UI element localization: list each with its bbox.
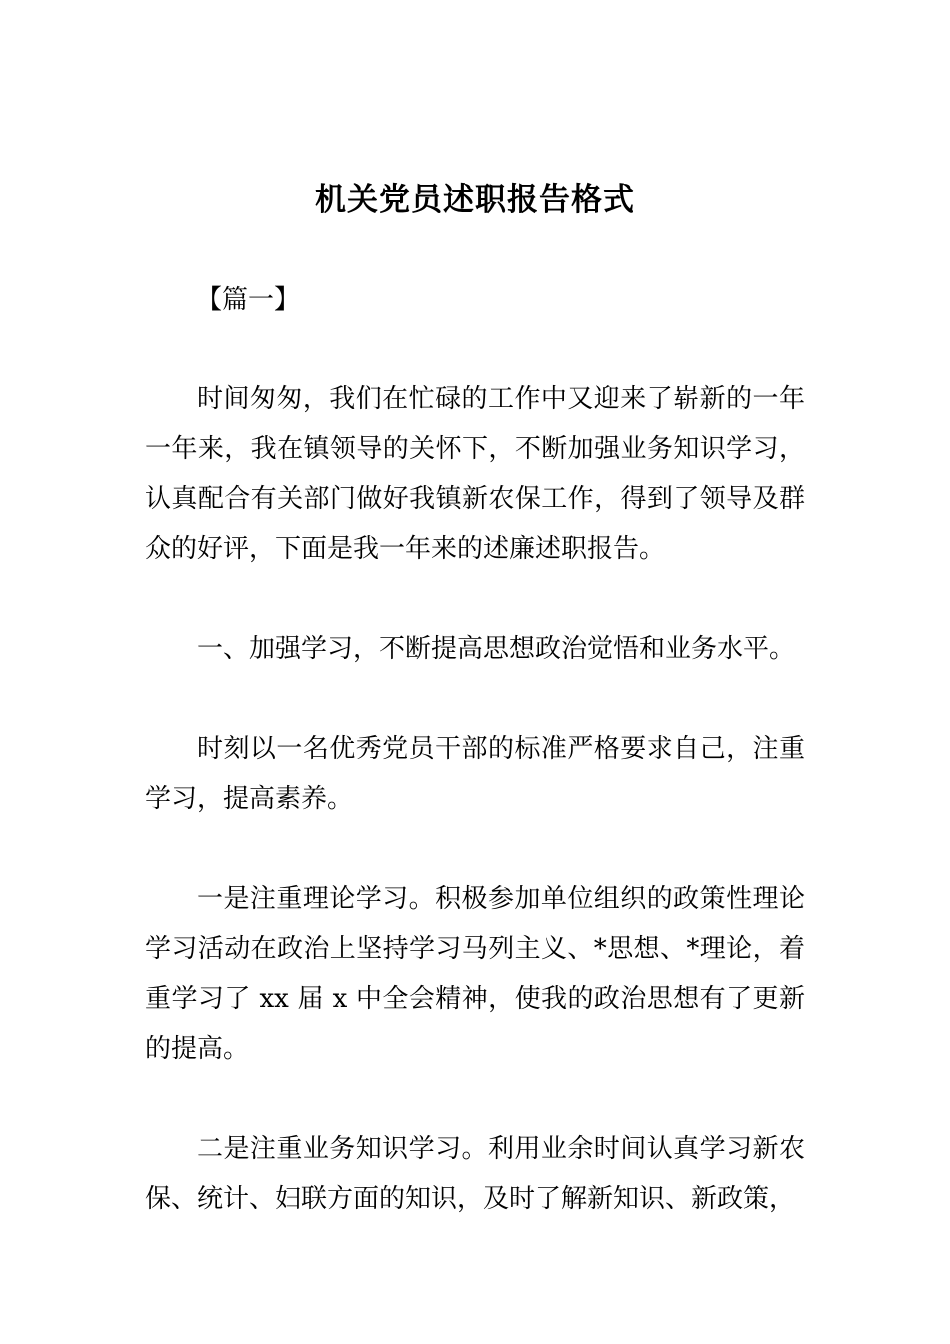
paragraph-heading-one: 一、加强学习，不断提高思想政治觉悟和业务水平。 xyxy=(197,634,796,664)
paragraph-theory-study: 一是注重理论学习。积极参加单位组织的政策性理论学习活动在政治上坚持学习马列主义、*思想、*理论，着重学习了 xx 届 x 中全会精神，使我的政治思想有了更新的提高。 xyxy=(145,884,805,1064)
paragraph-business-study: 二是注重业务知识学习。利用业余时间认真学习新农保、统计、妇联方面的知识，及时了解新知识、新政策， xyxy=(145,1134,805,1214)
section-label: 【篇一】 xyxy=(196,285,301,315)
paragraph-study: 时刻以一名优秀党员干部的标准严格要求自己，注重学习，提高素养。 xyxy=(145,734,805,814)
paragraph-intro: 时间匆匆，我们在忙碌的工作中又迎来了崭新的一年一年来，我在镇领导的关怀下，不断加强业务知识学习，认真配合有关部门做好我镇新农保工作，得到了领导及群众的好评，下面是我一年来的述廉述职报告。 xyxy=(145,384,805,564)
document-title: 机关党员述职报告格式 xyxy=(315,182,635,218)
